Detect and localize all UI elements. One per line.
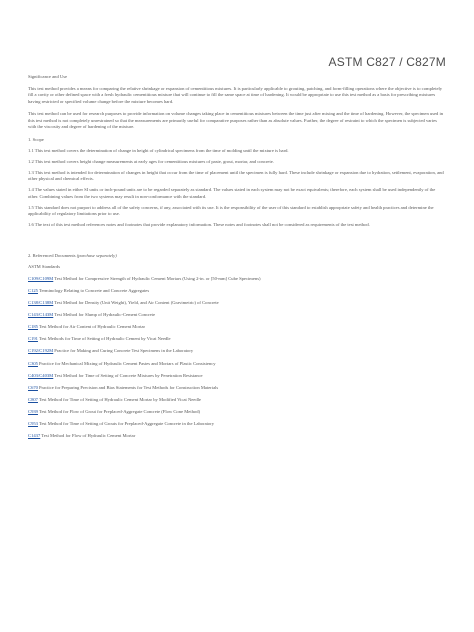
- reference-title: Practice for Mechanical Mixing of Hydraulic Cement Pastes and Mortars of Plastic Consistency: [38, 360, 216, 366]
- reference-item: [28, 324, 446, 331]
- reference-link[interactable]: C143/C143M: [28, 312, 54, 318]
- reference-title: Terminology Relating to Concrete and Concrete Aggregates: [38, 287, 150, 293]
- scope-item: 1.2 This test method covers height change measurements at early ages for cementitious mixtures of paste, grout, mortar, and concrete.: [28, 158, 274, 164]
- referenced-documents-label: 2. Referenced Documents: [28, 252, 76, 258]
- reference-item: [28, 373, 446, 380]
- reference-link[interactable]: C305: [28, 360, 38, 366]
- reference-link[interactable]: C807: [28, 396, 38, 402]
- reference-title: Test Method for Time of Setting of Grouts for Preplaced-Aggregate Concrete in the Laboratory: [38, 420, 215, 426]
- reference-link[interactable]: C1437: [28, 433, 41, 439]
- reference-title: Practice for Preparing Precision and Bias Statements for Test Methods for Construction Materials: [38, 384, 219, 390]
- reference-item: [28, 276, 446, 283]
- reference-item: [28, 312, 446, 319]
- reference-item: [28, 300, 446, 307]
- reference-item: [28, 348, 446, 355]
- reference-link[interactable]: C939: [28, 408, 38, 414]
- scope-item: 1.4 The values stated in either SI units or inch-pound units are to be regarded separately as standard. The values stated in each system may not be exact equivalents; therefore, each system shall be used independently of the other. Combining values from the two systems may result in non-conformance with the standard.: [28, 187, 436, 199]
- section-heading-referenced-documents: [28, 253, 446, 260]
- section-heading-significance: Significance and Use: [28, 74, 68, 79]
- reference-link[interactable]: C109/C109M: [28, 275, 54, 281]
- reference-link[interactable]: C191: [28, 336, 38, 342]
- reference-item: [28, 397, 446, 404]
- reference-title: Test Method for Flow of Hydraulic Cement Mortar: [41, 433, 136, 439]
- standard-designation: ASTM C827 / C827M: [328, 55, 446, 69]
- scope-item: 1.3 This test method is intended for determination of changes in height that occur from the time of placement until the specimen is fully hard. These include shrinkage or expansion due to hydration, settlement, evaporation, and other physical and chemical effects.: [28, 169, 444, 182]
- reference-item: [28, 409, 446, 416]
- reference-item: [28, 385, 446, 392]
- astm-standards-subheading: ASTM Standards: [28, 264, 61, 270]
- reference-item: [28, 288, 446, 295]
- reference-title: Practice for Making and Curing Concrete Test Specimens in the Laboratory: [54, 348, 194, 354]
- scope-item: 1.1 This test method covers the determination of change in height of cylindrical specimens from the time of molding until the mixture is hard.: [28, 148, 289, 153]
- reference-item: [28, 361, 446, 368]
- reference-link[interactable]: C670: [28, 384, 38, 390]
- reference-item: [28, 336, 446, 343]
- reference-link[interactable]: C403/C403M: [28, 372, 54, 378]
- section-heading-scope: 1. Scope: [28, 136, 44, 142]
- reference-link[interactable]: C125: [28, 287, 38, 293]
- reference-link[interactable]: C138/C138M: [28, 300, 54, 306]
- reference-list: [28, 276, 446, 440]
- reference-title: Test Method for Time of Setting of Hydraulic Cement Mortar by Modified Vicat Needle: [38, 396, 201, 402]
- reference-link[interactable]: C953: [28, 420, 38, 426]
- reference-title: Test Method for Density (Unit Weight), Yield, and Air Content (Gravimetric) of Concrete: [54, 300, 219, 306]
- document-body: [28, 74, 446, 445]
- reference-item: [28, 421, 446, 428]
- reference-title: Test Method for Time of Setting of Concrete Mixtures by Penetration Resistance: [54, 372, 203, 378]
- scope-item: 1.6 The text of this test method references notes and footnotes that provide explanatory information. These notes and footnotes shall not be considered as requirements of the test method.: [28, 221, 370, 227]
- section-spacer: [28, 233, 446, 253]
- reference-link[interactable]: C185: [28, 324, 38, 330]
- paragraph: This test method can be used for research purposes to provide information on volume changes taking place in cementitious mixtures between the time just after mixing and the time of hardening. However, the specimen used in this test method is not completely unrestrained so that the measurements are primarily useful for comparative purposes rather than as absolute values. Further, the degree of restraint to which the specimen is subjected varies with the viscosity and degree of hardening of the mixture.: [28, 111, 444, 129]
- paragraph: This test method provides a means for comparing the relative shrinkage or expansion of cementitious mixtures. It is particularly applicable to grouting, patching, and form-filling operations where the objective is to completely fill a cavity or other defined space with a fresh hydraulic cementitious mixture that will continue to fill the same space at time of hardening. It would be appropriate to use this test method as a basis for prescribing mixtures having restricted or specified volume change before the mixture becomes hard.: [28, 85, 443, 104]
- reference-title: Test Method for Slump of Hydraulic-Cement Concrete: [54, 312, 155, 318]
- reference-title: Test Method for Compressive Strength of Hydraulic Cement Mortars (Using 2-in. or [50-mm] Cube Specimens): [54, 275, 261, 281]
- purchase-note: (purchase separately): [76, 252, 117, 258]
- scope-item: 1.5 This standard does not purport to address all of the safety concerns, if any, associated with its use. It is the responsibility of the user of this standard to establish appropriate safety and health practices and determine the applicability of regulatory limitations prior to use.: [28, 204, 434, 217]
- reference-link[interactable]: C192/C192M: [28, 348, 54, 354]
- reference-title: Test Method for Flow of Grout for Preplaced-Aggregate Concrete (Flow Cone Method): [38, 408, 201, 414]
- reference-title: Test Method for Air Content of Hydraulic Cement Mortar: [38, 324, 146, 330]
- reference-item: [28, 433, 446, 440]
- reference-title: Test Methods for Time of Setting of Hydraulic Cement by Vicat Needle: [38, 336, 171, 342]
